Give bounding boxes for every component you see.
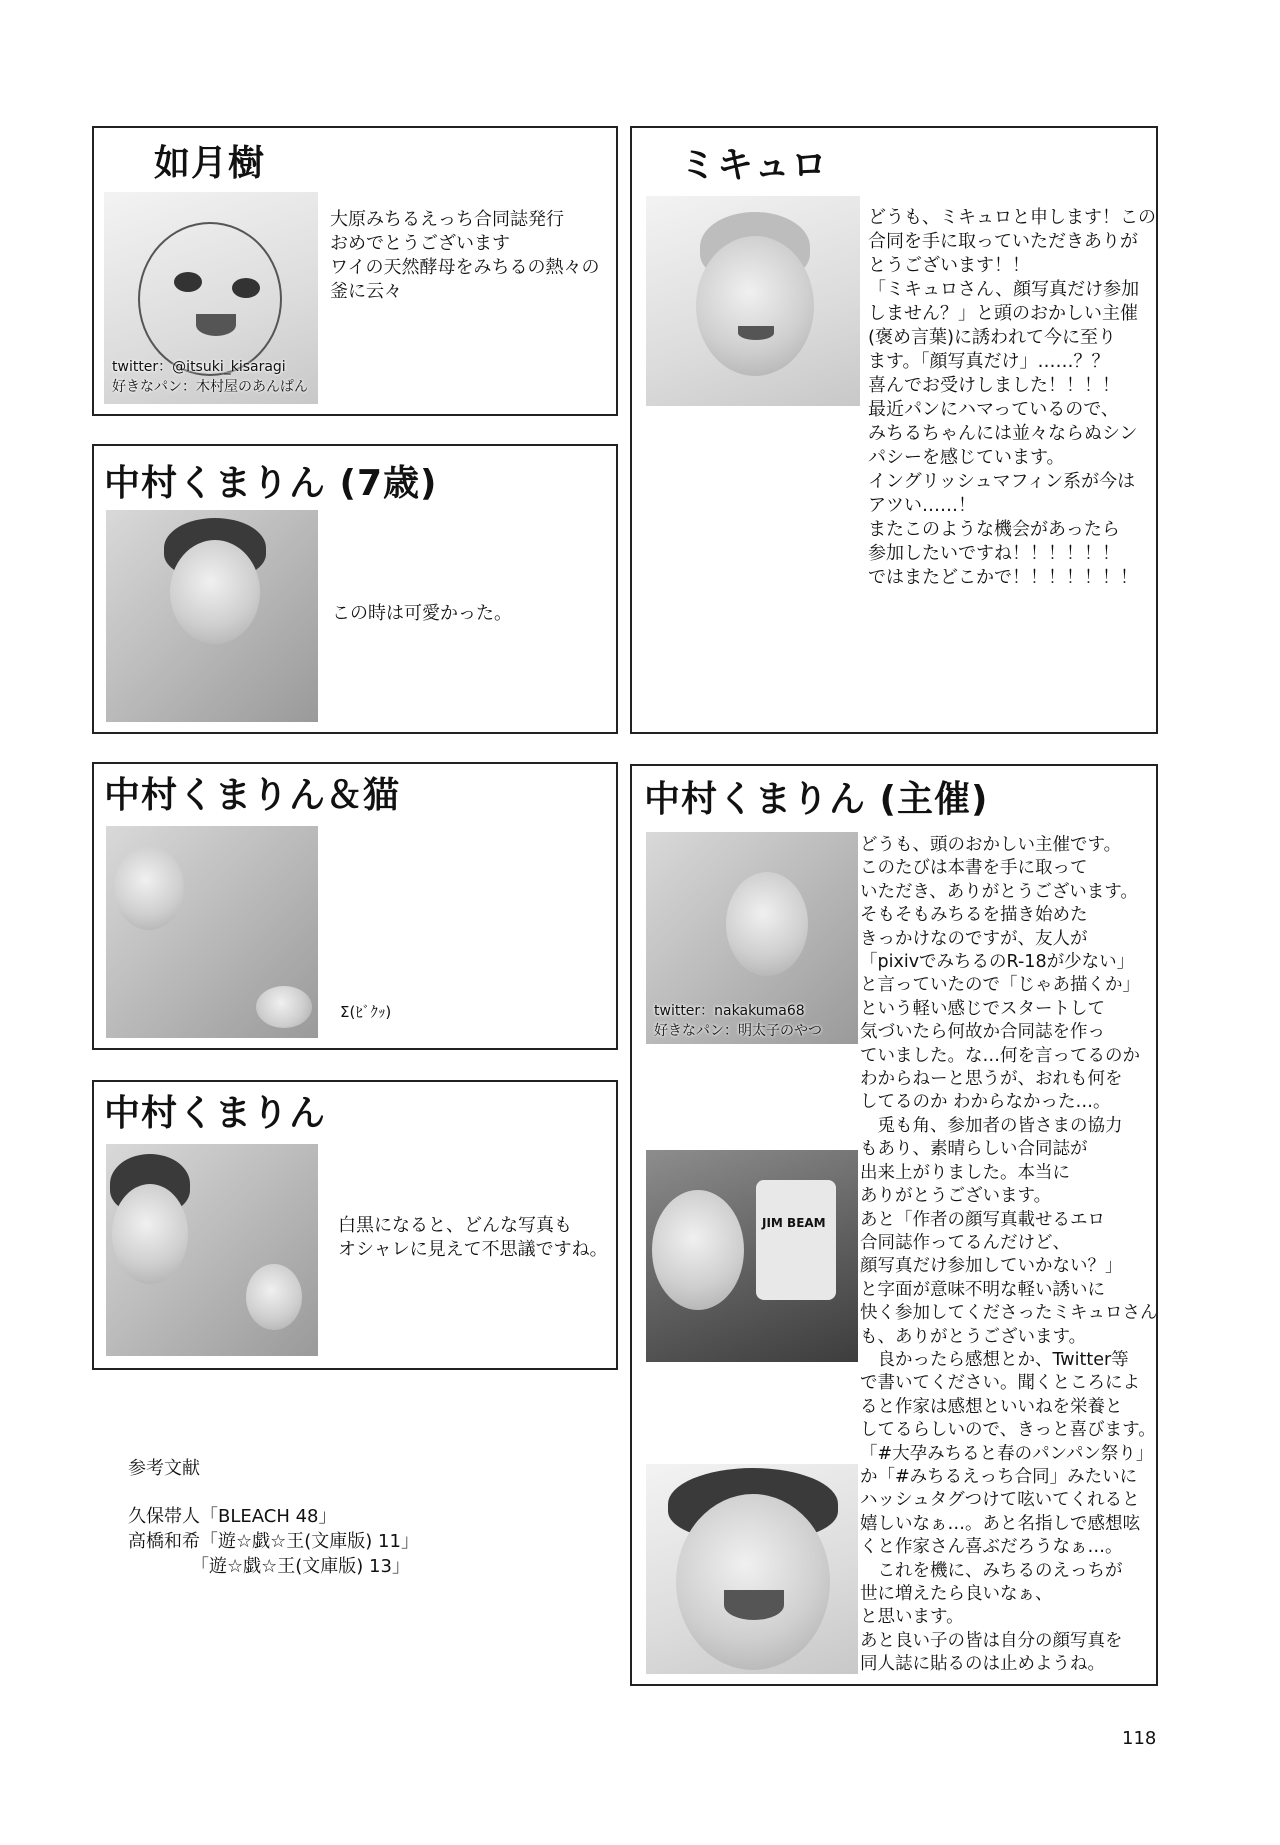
- references-heading: 参考文献: [128, 1458, 200, 1479]
- photo-face: [696, 236, 814, 376]
- photo-mug: [756, 1180, 836, 1300]
- reference-item: 「遊☆戯☆王(文庫版) 13」: [128, 1556, 410, 1577]
- sketch-eye-right: [232, 278, 260, 298]
- contributor-box-organizer: [630, 764, 1158, 1686]
- favorite-bread: 好きなパン：明太子のやつ: [654, 1023, 822, 1039]
- contributor-box-kisaragi: [92, 126, 618, 416]
- photo-face: [652, 1190, 744, 1310]
- contributor-message: どうも、ミキュロと申します！この 合同を手に取っていただきありが とうございます！！ 「ミキュロさん、顔写真だけ参加 しません？」と頭のおかしい主催 (褒め言葉)に誘われて今に至り ます。「顔写真だけ」……？？ 喜んでお受けしました！！！！ 最近パンにハマっているので、 みちるちゃんには並々ならぬシン パシーを感じています。 イングリッシュマフィン系が今は アツい……！ またこのような機会があったら 参加したいですね！！！！！！ ではまたどこかで！！！！！！！: [868, 207, 1156, 588]
- photo-cat: [256, 986, 312, 1028]
- contributor-name: 中村くまりん: [104, 1093, 327, 1134]
- photo-poster-face: [246, 1264, 302, 1330]
- contributor-name: 如月樹: [154, 143, 266, 184]
- contributor-name: 中村くまりん (7歳): [104, 463, 438, 504]
- reference-item: 高橋和希「遊☆戯☆王(文庫版) 11」: [128, 1531, 419, 1552]
- photo-organizer-with-mug: [646, 1150, 858, 1362]
- twitter-handle: twitter：@itsuki_kisaragi: [112, 359, 286, 375]
- photo-organizer-lying: [646, 832, 858, 1044]
- photo-child: [106, 510, 318, 722]
- contributor-name: 中村くまりん＆猫: [104, 775, 401, 816]
- photo-face: [726, 872, 808, 976]
- photo-mouth: [738, 326, 774, 340]
- photo-mouth: [724, 1590, 784, 1620]
- contributor-message: 白黒になると、どんな写真も オシャレに見えて不思議ですね。: [338, 1215, 608, 1260]
- twitter-handle: twitter：nakakuma68: [654, 1003, 805, 1019]
- contributor-box-kumarin: [92, 1080, 618, 1370]
- mug-label: JIM BEAM: [762, 1216, 826, 1230]
- photo-face: [170, 540, 260, 644]
- contributor-message: 大原みちるえっち合同誌発行 おめでとうございます ワイの天然酵母をみちるの熱々の 釜に云々: [330, 209, 600, 302]
- contributor-box-kumarin-cat: [92, 762, 618, 1050]
- sketch-face-outline: [138, 222, 282, 376]
- contributor-message: Σ(ﾋﾞｸｯ): [340, 1003, 392, 1021]
- sketch-eye-left: [174, 272, 202, 292]
- photo-organizer-face: [646, 1464, 858, 1674]
- photo-man-with-poster: [106, 1144, 318, 1356]
- photo-mikyuro-face: [646, 196, 860, 406]
- contributor-box-mikyuro: [630, 126, 1158, 734]
- photo-man-and-cat: [106, 826, 318, 1038]
- photo-face: [114, 846, 184, 930]
- reference-item: 久保帯人「BLEACH 48」: [128, 1506, 337, 1527]
- photo-face: [112, 1184, 188, 1284]
- contributor-box-kumarin-7: [92, 444, 618, 734]
- contributor-message: どうも、頭のおかしい主催です。 このたびは本書を手に取って いただき、ありがとうございます。 そもそもみちるを描き始めた きっかけなのですが、友人が 「pixivでみちるのR-18が少ない」 と言っていたので「じゃあ描くか」 という軽い感じでスタートして 気づいたら何故か合同誌を作っ ていました。な…何を言ってるのか わからねーと思うが、おれも何を してるのか わからなかった…。 兎も角、参加者の皆さまの協力 もあり、素晴らしい合同誌が 出来上がりました。本当に ありがとうございます。 あと「作者の顔写真載せるエロ 合同誌作ってるんだけど、 顔写真だけ参加していかない？」 と字面が意味不明な軽い誘いに 快く参加してくださったミキュロさん も、ありがとうございます。 良かったら感想とか、Twitter等 で書いてください。聞くところによ ると作家は感想といいねを栄養と してるらしいので、きっと喜びます。 「#大孕みちると春のパンパン祭り」 か「#みちるえっち合同」みたいに ハッシュタグつけて呟いてくれると 嬉しいなぁ…。あと名指しで感想呟 くと作家さん喜ぶだろうなぁ…。 これを機に、みちるのえっちが 世に増えたら良いなぁ、 と思います。 あと良い子の皆は自分の顔写真を 同人誌に貼るのは止めようね。: [860, 835, 1158, 1675]
- illustration-michiru: [104, 192, 318, 404]
- photo-face: [676, 1494, 830, 1670]
- favorite-bread: 好きなパン：木村屋のあんぱん: [112, 379, 308, 395]
- contributor-message: この時は可愛かった。: [332, 603, 512, 624]
- page-number: 118: [1122, 1728, 1157, 1749]
- contributor-name: 中村くまりん (主催): [644, 779, 989, 820]
- sketch-mouth: [196, 314, 236, 336]
- contributor-name: ミキュロ: [680, 145, 829, 186]
